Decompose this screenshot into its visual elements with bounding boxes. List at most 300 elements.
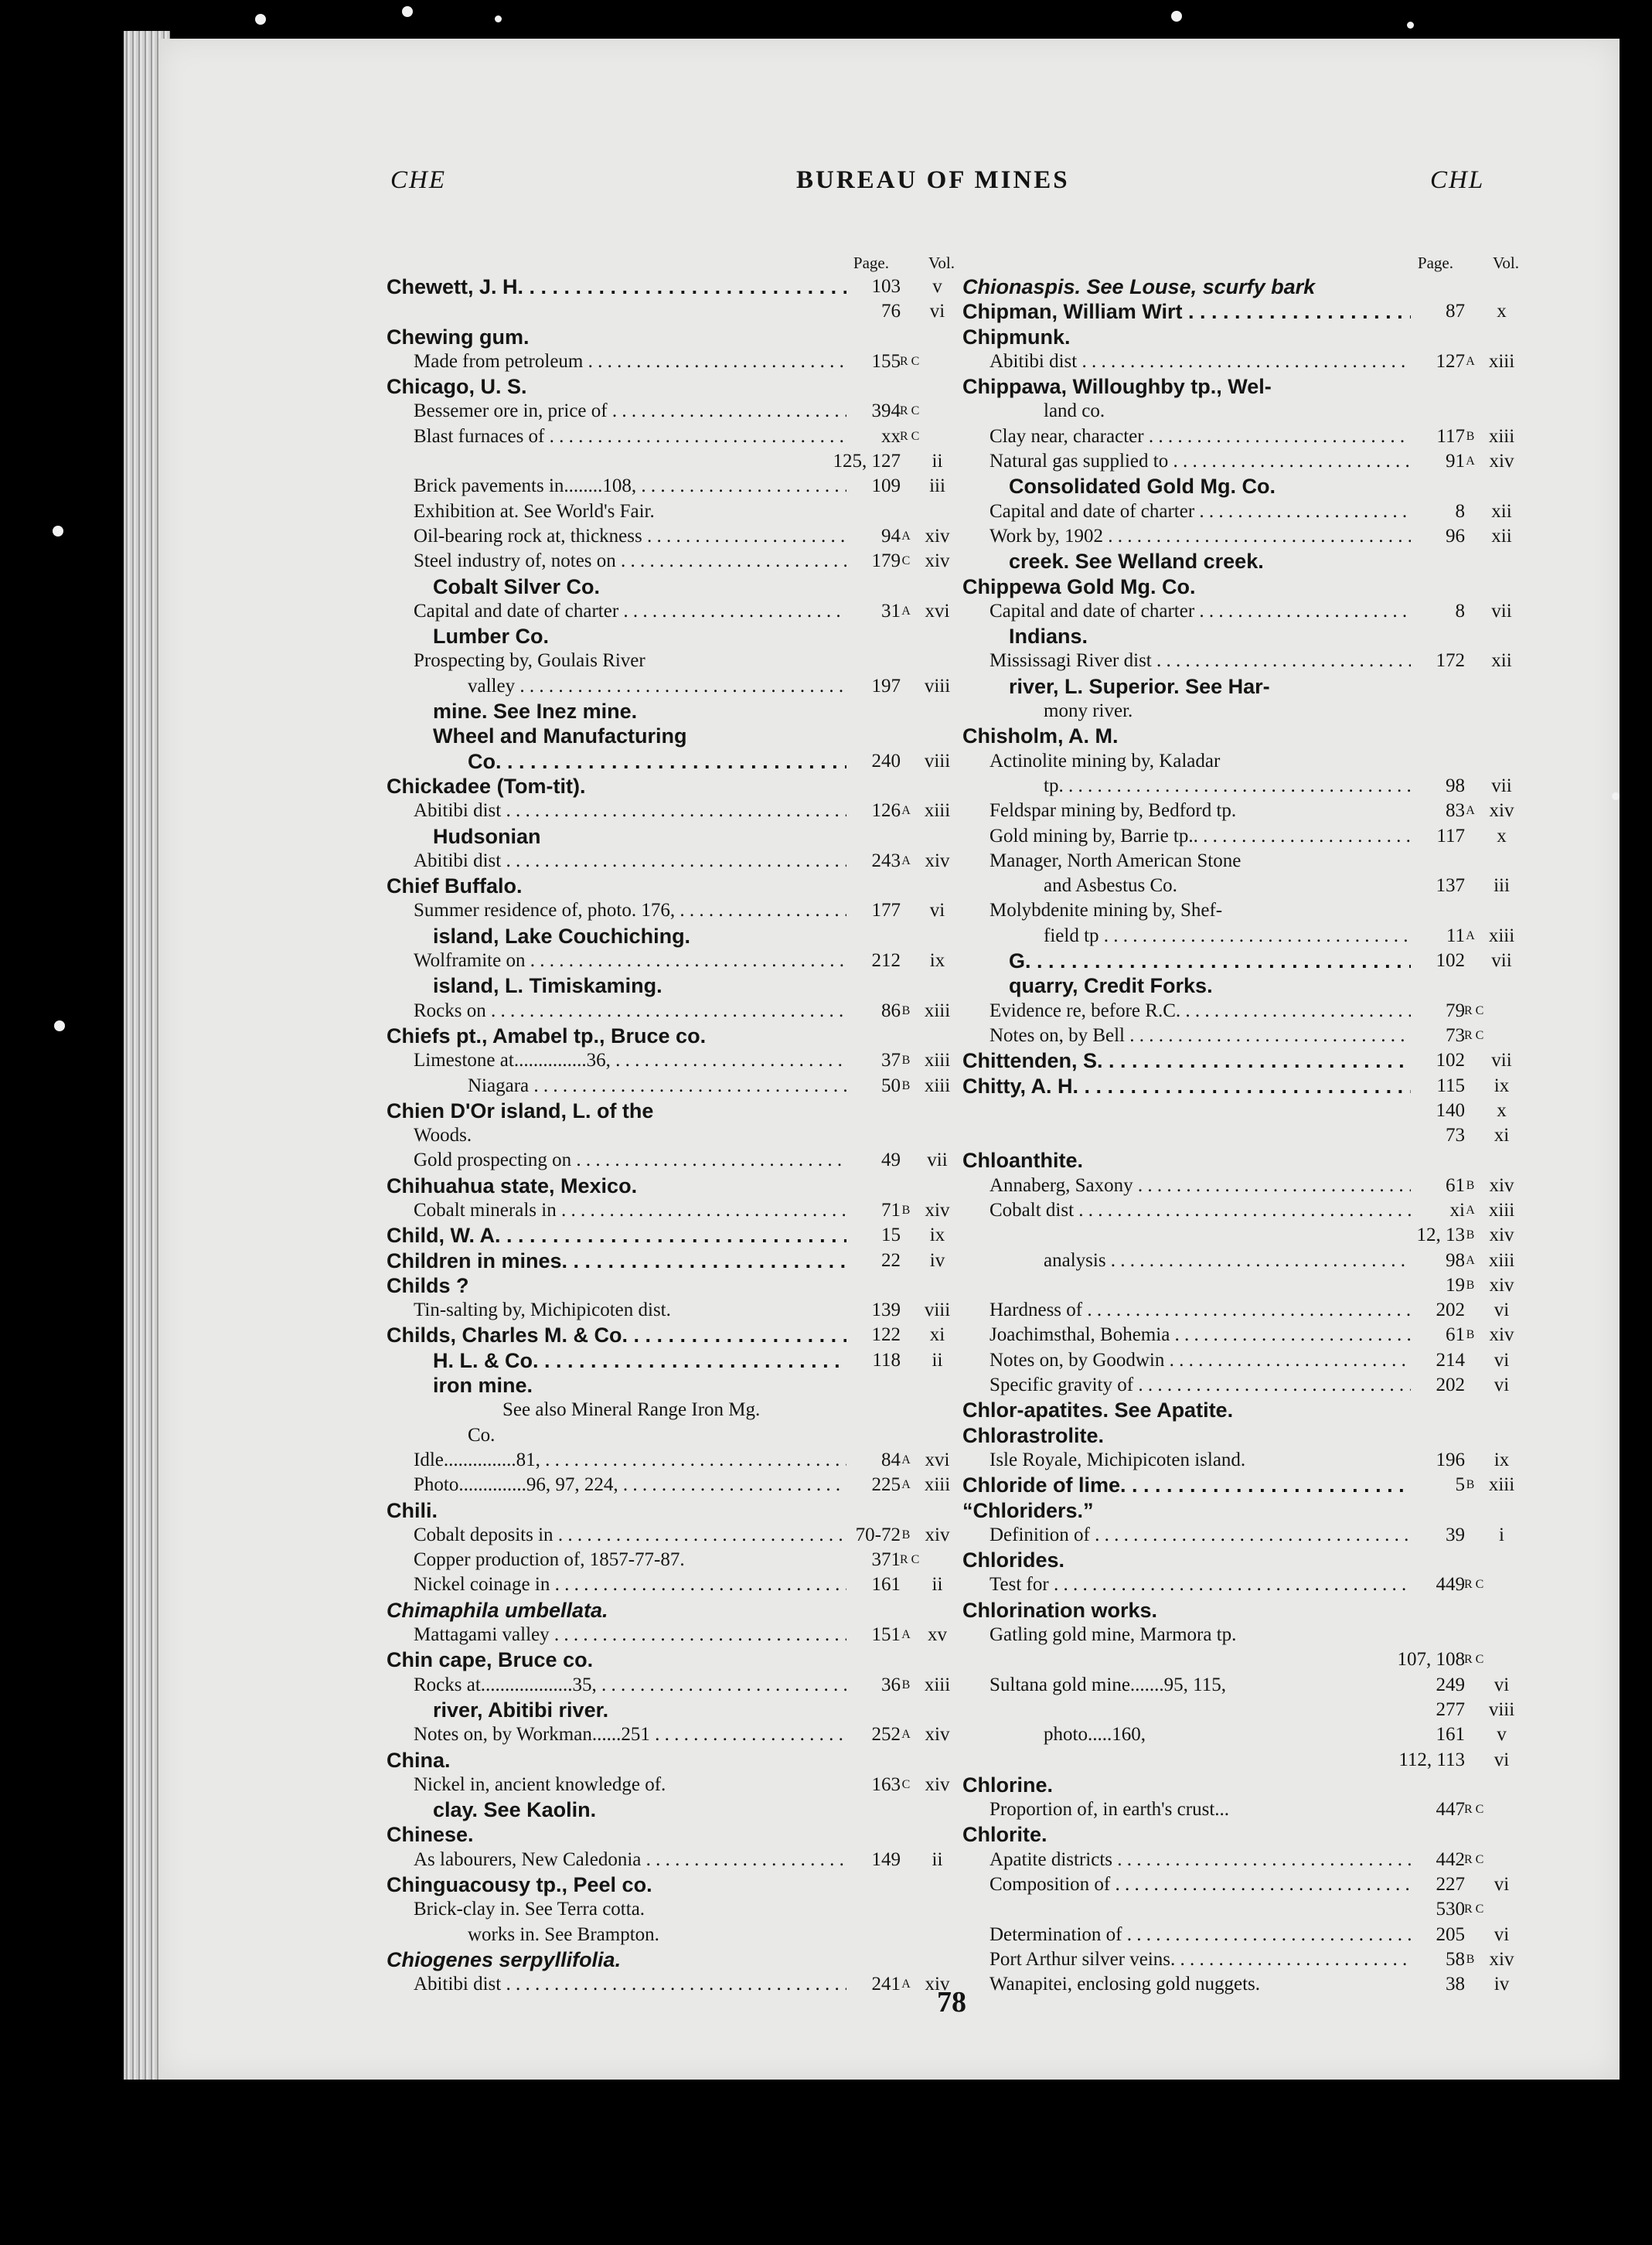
- entry-text: Co.: [468, 1424, 496, 1446]
- page-ref: 84: [877, 1448, 901, 1473]
- entry-text: Abitibi dist . . .: [414, 849, 846, 874]
- entry-text: Co. . . .: [468, 749, 846, 774]
- index-entry: [962, 399, 1523, 424]
- volume-ref: xii: [1491, 650, 1512, 672]
- volume-ref: xiii: [924, 800, 951, 822]
- page-ref: 240: [867, 749, 901, 774]
- volume-ref: xiv: [925, 1974, 950, 1995]
- page-ref: 79: [1441, 999, 1465, 1024]
- index-entry: [387, 949, 959, 973]
- page-ref: 117: [1432, 824, 1465, 849]
- volume-ref: xiii: [924, 1075, 951, 1096]
- index-entry: [962, 1572, 1523, 1597]
- index-entry: [962, 325, 1523, 349]
- entry-text: Oil-bearing rock at, thickness . . .: [414, 524, 846, 549]
- index-entry: [962, 1872, 1523, 1897]
- entry-text: Childs ?: [387, 1273, 469, 1297]
- series-marker: B: [1466, 1328, 1475, 1342]
- page-ref: 277: [1432, 1698, 1466, 1722]
- series-marker: R C: [900, 354, 920, 368]
- index-entry: [962, 1698, 1523, 1722]
- page-ref: 212: [867, 949, 901, 973]
- volume-ref: viii: [924, 1300, 951, 1321]
- index-entry: [962, 1972, 1523, 1997]
- page-ref: 118: [867, 1348, 901, 1373]
- index-entry: [387, 325, 959, 349]
- index-entry: [387, 1198, 959, 1223]
- volume-ref: xi: [929, 1324, 945, 1346]
- entry-text: Cobalt minerals in . . .: [414, 1198, 846, 1223]
- series-marker: A: [901, 1478, 911, 1492]
- entry-text: Mattagami valley . . .: [414, 1623, 846, 1647]
- index-entry: [387, 1572, 959, 1597]
- index-entry: [387, 749, 959, 774]
- volume-ref: xiv: [925, 550, 950, 572]
- index-entry: [387, 849, 959, 874]
- index-entry: [387, 1822, 959, 1847]
- series-marker: B: [901, 1528, 911, 1542]
- volume-ref: ix: [1494, 1075, 1510, 1096]
- entry-text: Chionaspis. See Louse, scurfy bark: [962, 275, 1316, 298]
- index-entry: [962, 374, 1523, 399]
- index-entry: [387, 599, 959, 624]
- series-marker: A: [901, 1978, 911, 1991]
- entry-text: Chewing gum.: [387, 325, 530, 349]
- page-ref: 8: [1451, 599, 1466, 624]
- volume-ref: vi: [1494, 1349, 1510, 1371]
- page-ref: 161: [1432, 1722, 1466, 1747]
- entry-text: Work by, 1902 . . .: [989, 524, 1411, 549]
- page-ref: 103: [867, 274, 901, 299]
- index-entry: [962, 799, 1523, 823]
- volume-ref: xiv: [1489, 451, 1514, 472]
- entry-text: quarry, Credit Forks.: [1009, 974, 1213, 998]
- page-ref: 109: [867, 474, 901, 499]
- page-ref: 243: [867, 849, 901, 874]
- page-ref: 5: [1451, 1473, 1466, 1497]
- index-entry: [962, 1373, 1523, 1398]
- index-entry: [387, 1897, 959, 1922]
- volume-ref: ix: [1494, 1449, 1510, 1470]
- entry-text: Brick-clay in. See Terra cotta.: [414, 1899, 645, 1920]
- volume-ref: xi: [1494, 1125, 1510, 1146]
- entry-text: Specific gravity of . . .: [989, 1373, 1411, 1398]
- page-ref: 196: [1432, 1448, 1466, 1473]
- entry-text: Copper production of, 1857-77-87.: [414, 1549, 685, 1571]
- entry-text: Childs, Charles M. & Co. . . .: [387, 1323, 846, 1347]
- volume-ref: ix: [929, 950, 945, 972]
- entry-text: Evidence re, before R.C. . . .: [989, 999, 1411, 1024]
- page-ref: 36: [877, 1673, 901, 1698]
- page-ref: 172: [1432, 649, 1466, 673]
- entry-text: Limestone at...............36, . . .: [414, 1048, 846, 1073]
- index-entry: [387, 524, 959, 549]
- entry-text: Wheel and Manufacturing: [433, 724, 687, 748]
- page-ref: xi: [1446, 1198, 1465, 1223]
- volume-ref: xiv: [1489, 1324, 1514, 1346]
- index-entry: [962, 549, 1523, 574]
- entry-text: Composition of . . .: [989, 1872, 1411, 1897]
- series-marker: R C: [1464, 1903, 1484, 1916]
- running-head-title: BUREAU OF MINES: [796, 166, 1070, 194]
- entry-text: Photo..............96, 97, 224, . . .: [414, 1473, 846, 1497]
- series-marker: A: [901, 1728, 911, 1742]
- page-ref: 126: [867, 799, 901, 823]
- entry-text: Notes on, by Bell . . .: [989, 1024, 1411, 1048]
- index-entry: [387, 1223, 959, 1248]
- index-entry: [962, 1249, 1523, 1273]
- series-marker: A: [901, 853, 911, 867]
- entry-text: Molybdenite mining by, Shef-: [989, 900, 1223, 922]
- entry-text: photo.....160,: [1044, 1724, 1146, 1746]
- index-entry: [387, 1923, 959, 1947]
- index-entry: [387, 1298, 959, 1323]
- index-entry: [962, 449, 1523, 474]
- series-marker: B: [901, 1054, 911, 1068]
- index-entry: [387, 1623, 959, 1647]
- index-entry: [962, 1722, 1523, 1747]
- index-entry: [387, 1423, 959, 1448]
- entry-text: Capital and date of charter . . .: [989, 499, 1411, 524]
- volume-ref: iii: [929, 475, 945, 497]
- entry-text: Feldspar mining by, Bedford tp.: [989, 800, 1237, 822]
- page-ref: 205: [1432, 1923, 1466, 1947]
- index-entry: [387, 424, 959, 449]
- page-ref: 197: [867, 674, 901, 699]
- entry-text: field tp . . .: [1044, 924, 1411, 949]
- entry-text: Cobalt dist . . .: [989, 1198, 1411, 1223]
- entry-text: Abitibi dist . . .: [414, 1972, 846, 1997]
- entry-text: Chief Buffalo.: [387, 874, 523, 898]
- volume-ref: vi: [1494, 1923, 1510, 1945]
- series-marker: B: [901, 1003, 911, 1017]
- index-entry: [387, 349, 959, 374]
- page-ref: 127: [1432, 349, 1466, 374]
- index-entry: [962, 1048, 1523, 1073]
- entry-text: Isle Royale, Michipicoten island.: [989, 1449, 1246, 1470]
- page-ref: 71: [877, 1198, 901, 1223]
- index-entry: [962, 299, 1523, 324]
- volume-ref: xvi: [925, 600, 950, 622]
- entry-text: Chloanthite.: [962, 1149, 1083, 1173]
- entry-text: Chinguacousy tp., Peel co.: [387, 1873, 652, 1896]
- index-entry: [962, 349, 1523, 374]
- index-entry: [387, 299, 959, 324]
- volume-ref: ii: [932, 1574, 943, 1596]
- volume-ref: x: [1497, 1099, 1507, 1121]
- entry-text: “Chloriders.”: [962, 1498, 1094, 1522]
- index-entry: [387, 274, 959, 299]
- page-ref: 11: [1442, 924, 1465, 949]
- volume-ref: xiv: [1489, 800, 1514, 822]
- index-entry: [962, 649, 1523, 673]
- entry-text: Chien D'Or island, L. of the: [387, 1099, 654, 1122]
- page-ref: 102: [1432, 949, 1466, 973]
- index-entry: [387, 649, 959, 673]
- index-entry: [962, 999, 1523, 1024]
- series-marker: C: [901, 554, 911, 568]
- volume-ref: xiv: [1489, 1174, 1514, 1196]
- page-column-heading: Page.: [1417, 254, 1453, 272]
- entry-text: Rocks at...................35, . . .: [414, 1673, 846, 1698]
- series-marker: R C: [900, 429, 920, 443]
- index-entry: [387, 1074, 959, 1099]
- page-ref: 73: [1441, 1024, 1465, 1048]
- page-ref: 83: [1441, 799, 1465, 823]
- entry-text: Abitibi dist . . .: [989, 349, 1411, 374]
- index-entry: [962, 1848, 1523, 1872]
- index-entry: [387, 1797, 959, 1822]
- entry-text: river, L. Superior. See Har-: [1009, 674, 1270, 698]
- index-entry: [962, 624, 1523, 649]
- volume-ref: x: [1497, 825, 1507, 847]
- volume-ref: xiv: [925, 525, 950, 547]
- column-heading: [387, 254, 959, 274]
- entry-text: Chinese.: [387, 1823, 474, 1847]
- entry-text: Gold mining by, Barrie tp.. . . .: [989, 824, 1411, 849]
- entry-text: Apatite districts . . .: [989, 1848, 1411, 1872]
- page-ref: 214: [1432, 1348, 1466, 1373]
- series-marker: R C: [1464, 1852, 1484, 1866]
- series-marker: A: [901, 1628, 911, 1642]
- volume-ref: xiii: [1488, 1199, 1515, 1221]
- entry-text: H. L. & Co. . . .: [433, 1348, 846, 1373]
- volume-ref: vii: [1491, 950, 1512, 972]
- page-ref: 49: [877, 1148, 901, 1173]
- volume-ref: i: [1499, 1524, 1504, 1545]
- entry-text: Chipman, William Wirt . . .: [962, 299, 1411, 324]
- volume-ref: xiii: [1488, 925, 1515, 946]
- entry-text: Gatling gold mine, Marmora tp.: [989, 1624, 1237, 1646]
- entry-text: Hudsonian: [433, 824, 541, 848]
- index-entry: [387, 1048, 959, 1073]
- series-marker: A: [1466, 1203, 1475, 1217]
- entry-text: Brick pavements in........108, . . .: [414, 474, 846, 499]
- volume-ref: vii: [927, 1150, 948, 1171]
- index-entry: [387, 1773, 959, 1797]
- page-ref: 371: [867, 1548, 901, 1572]
- series-marker: A: [1466, 928, 1475, 942]
- entry-text: land co.: [1044, 400, 1105, 422]
- volume-ref: xiv: [925, 1199, 950, 1221]
- index-entry: [387, 374, 959, 399]
- index-entry: [387, 1273, 959, 1298]
- entry-text: Mississagi River dist . . .: [989, 649, 1411, 673]
- entry-text: Port Arthur silver veins. . . .: [989, 1947, 1411, 1972]
- volume-ref: vi: [929, 301, 945, 322]
- page-ref: 122: [867, 1323, 901, 1347]
- entry-text: Chlor-apatites. See Apatite.: [962, 1398, 1234, 1422]
- index-entry: [962, 574, 1523, 599]
- volume-ref: xiv: [1489, 1274, 1514, 1296]
- index-entry: [387, 898, 959, 923]
- entry-text: Rocks on . . .: [414, 999, 846, 1024]
- series-marker: B: [1466, 1228, 1475, 1242]
- index-entry: [962, 1773, 1523, 1797]
- entry-text: Chitty, A. H. . . .: [962, 1074, 1411, 1099]
- page-ref: 107, 108: [1393, 1647, 1466, 1672]
- entry-text: clay. See Kaolin.: [433, 1798, 597, 1822]
- page-ref: 163: [867, 1773, 901, 1797]
- page-ref: 37: [877, 1048, 901, 1073]
- entry-text: Notes on, by Workman......251 . . .: [414, 1722, 846, 1747]
- entry-text: Chili.: [387, 1498, 438, 1522]
- entry-text: G. . . .: [1009, 949, 1411, 973]
- series-marker: B: [901, 1078, 911, 1092]
- entry-text: Consolidated Gold Mg. Co.: [1009, 475, 1276, 499]
- entry-text: Steel industry of, notes on . . .: [414, 549, 846, 574]
- series-marker: R C: [1464, 1003, 1484, 1017]
- entry-text: Manager, North American Stone: [989, 850, 1242, 871]
- entry-text: Idle...............81, . . .: [414, 1448, 846, 1473]
- entry-text: island, Lake Couchiching.: [433, 924, 691, 948]
- index-entry: [387, 1448, 959, 1473]
- index-entry: [962, 1548, 1523, 1572]
- entry-text: Determination of . . .: [989, 1923, 1411, 1947]
- index-entry: [387, 1473, 959, 1497]
- entry-text: Chippewa Gold Mg. Co.: [962, 574, 1196, 598]
- series-marker: B: [1466, 429, 1475, 443]
- volume-ref: vi: [1494, 1300, 1510, 1321]
- series-marker: C: [901, 1777, 911, 1791]
- entry-text: Prospecting by, Goulais River: [414, 650, 645, 672]
- entry-text: Nickel in, ancient knowledge of.: [414, 1773, 666, 1795]
- page-ref: 91: [1441, 449, 1465, 474]
- index-entry: [962, 749, 1523, 774]
- page-ref: 225: [867, 1473, 901, 1497]
- index-entry: [962, 874, 1523, 898]
- series-marker: R C: [1464, 1653, 1484, 1667]
- page-ref: 161: [867, 1572, 901, 1597]
- index-entry: [962, 1797, 1523, 1822]
- entry-text: Chiefs pt., Amabel tp., Bruce co.: [387, 1024, 707, 1048]
- entry-text: Chiogenes serpyllifolia.: [387, 1947, 622, 1971]
- entry-text: analysis . . .: [1044, 1249, 1411, 1273]
- page-ref: xx: [877, 424, 901, 449]
- entry-text: Indians.: [1009, 625, 1088, 649]
- index-entry: [387, 1647, 959, 1672]
- volume-ref: iv: [1494, 1974, 1510, 1995]
- volume-ref: vii: [1491, 775, 1512, 796]
- page-ref: 19: [1441, 1273, 1465, 1298]
- index-entry: [962, 1498, 1523, 1523]
- volume-ref: v: [932, 276, 942, 297]
- page-ref: 442: [1432, 1848, 1466, 1872]
- entry-text: Chittenden, S. . . .: [962, 1048, 1411, 1073]
- page-ref: 394: [867, 399, 901, 424]
- index-entry: [962, 1123, 1523, 1148]
- series-marker: R C: [1464, 1028, 1484, 1042]
- index-entry: [962, 1074, 1523, 1099]
- entry-text: iron mine.: [433, 1374, 533, 1398]
- index-entry: [387, 1348, 959, 1373]
- index-entry: [387, 699, 959, 724]
- index-entry: [962, 424, 1523, 449]
- series-marker: A: [1466, 1253, 1475, 1267]
- index-entry: [962, 1748, 1523, 1773]
- volume-column-heading: Vol.: [928, 254, 955, 272]
- entry-text: Chin cape, Bruce co.: [387, 1648, 594, 1672]
- series-marker: R C: [900, 404, 920, 418]
- volume-ref: xiv: [1489, 1948, 1514, 1970]
- volume-ref: xiv: [925, 1773, 950, 1795]
- column-heading: [962, 254, 1523, 274]
- index-entry: [387, 1872, 959, 1897]
- index-entry: [962, 1923, 1523, 1947]
- volume-ref: vi: [1494, 1874, 1510, 1895]
- entry-text: Niagara . . .: [468, 1074, 846, 1099]
- index-entry: [387, 774, 959, 799]
- volume-ref: viii: [924, 750, 951, 772]
- page-ref: 15: [877, 1223, 901, 1248]
- page-ref: 96: [1441, 524, 1465, 549]
- index-entry: [962, 1947, 1523, 1972]
- entry-text: Cobalt deposits in . . .: [414, 1523, 846, 1548]
- index-entry: [387, 1099, 959, 1123]
- index-entry: [962, 1448, 1523, 1473]
- entry-text: Wanapitei, enclosing gold nuggets.: [989, 1974, 1260, 1995]
- page-ref: 151: [867, 1623, 901, 1647]
- index-entry: [962, 599, 1523, 624]
- series-marker: B: [901, 1203, 911, 1217]
- index-entry: [962, 898, 1523, 923]
- volume-ref: xiii: [1488, 425, 1515, 447]
- entry-text: Clay near, character . . .: [989, 424, 1411, 449]
- index-entry: [387, 474, 959, 499]
- index-entry: [387, 1148, 959, 1173]
- page-ref: 58: [1441, 1947, 1465, 1972]
- volume-ref: vi: [1494, 1674, 1510, 1695]
- page-ref: 252: [867, 1722, 901, 1747]
- page-ref: 86: [877, 999, 901, 1024]
- entry-text: Summer residence of, photo. 176, . . .: [414, 898, 846, 923]
- running-head-right: CHL: [1430, 166, 1485, 194]
- page-ref: 61: [1441, 1174, 1465, 1198]
- index-entry: [962, 1174, 1523, 1198]
- entry-text: Cobalt Silver Co.: [433, 574, 601, 598]
- entry-text: Wolframite on . . .: [414, 949, 846, 973]
- index-entry: [387, 1848, 959, 1872]
- entry-text: Definition of . . .: [989, 1523, 1411, 1548]
- entry-text: Abitibi dist . . .: [414, 799, 846, 823]
- volume-ref: ii: [932, 451, 943, 472]
- volume-ref: ix: [929, 1225, 945, 1246]
- index-entry: [387, 1972, 959, 1997]
- entry-text: works in. See Brampton.: [468, 1923, 659, 1945]
- entry-text: Child, W. A. . . .: [387, 1223, 846, 1248]
- page-ref: 249: [1432, 1673, 1466, 1698]
- index-entry: [387, 1548, 959, 1572]
- index-entry: [962, 924, 1523, 949]
- series-marker: A: [901, 1453, 911, 1467]
- index-entry: [387, 973, 959, 998]
- volume-ref: xiii: [1488, 1249, 1515, 1271]
- page-ref: 98: [1441, 774, 1465, 799]
- entry-text: Chipmunk.: [962, 325, 1071, 349]
- entry-text: Made from petroleum . . .: [414, 349, 846, 374]
- series-marker: B: [1466, 1178, 1475, 1192]
- index-column-right: [962, 254, 1523, 1993]
- page-ref: 73: [1441, 1123, 1465, 1148]
- entry-text: Chloride of lime. . . .: [962, 1473, 1411, 1497]
- volume-ref: xiii: [1488, 1474, 1515, 1496]
- index-entry: [962, 499, 1523, 524]
- entry-text: Capital and date of charter . . .: [414, 599, 846, 624]
- volume-ref: ii: [932, 1349, 943, 1371]
- page-ref: 447: [1432, 1797, 1466, 1822]
- entry-text: Chlorastrolite.: [962, 1423, 1105, 1447]
- entry-text: Sultana gold mine.......95, 115,: [989, 1674, 1226, 1695]
